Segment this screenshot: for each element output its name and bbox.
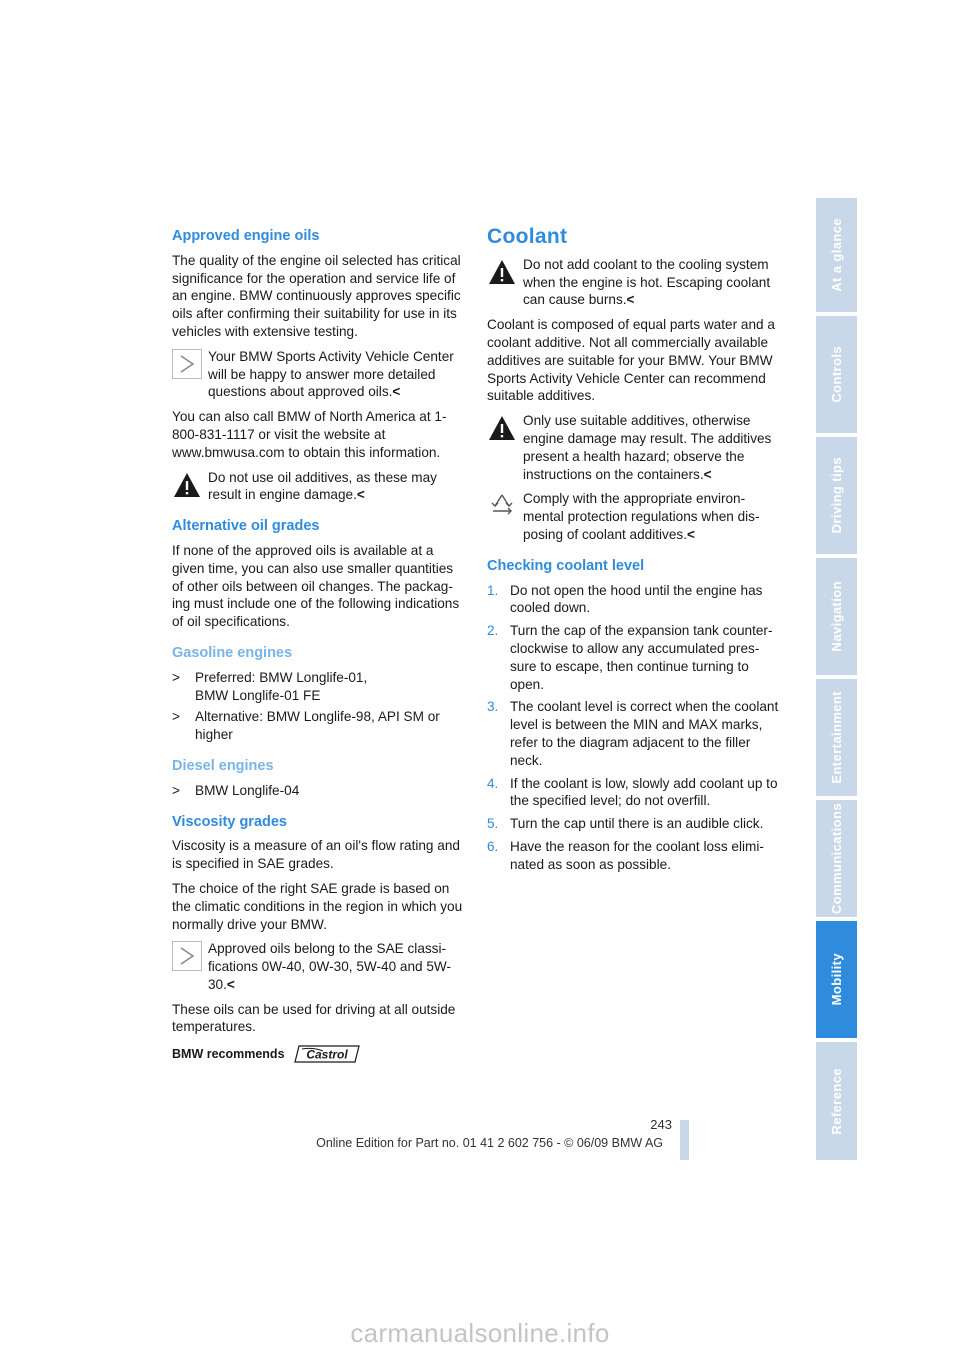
gasoline-list bbox=[172, 669, 464, 744]
right-column bbox=[487, 225, 779, 879]
bmw-recommends bbox=[172, 1045, 361, 1063]
viscosity-paragraph-1: Viscosity is a measure of an oil's flow rating and is specified in SAE grades. bbox=[172, 838, 460, 872]
castrol-logo-icon bbox=[293, 1045, 361, 1063]
list-item: 1. Do not open the hood until the engine has cooled down. bbox=[487, 582, 763, 616]
recycle-icon bbox=[487, 491, 517, 521]
approved-oils-paragraph: The quality of the engine oil selected has critical significance for the operation and service life of an engine. BMW continuously approves specific oils after confirming their suitability for use in its vehicles with extensive testing. bbox=[172, 252, 461, 339]
viscosity-paragraph-3: These oils can be used for driving at all outside temperatures. bbox=[172, 1001, 456, 1035]
page-number: 243 bbox=[650, 1117, 672, 1132]
chapter-tabs bbox=[816, 198, 857, 1160]
note-sae-grades: Approved oils belong to the SAE classifications 0W-40, 0W-30, 5W-40 and 5W-30.< bbox=[172, 940, 464, 993]
tab-entertainment[interactable]: Entertainment bbox=[816, 679, 857, 796]
tab-mobility[interactable]: Mobility bbox=[816, 921, 857, 1038]
tab-reference[interactable]: Reference bbox=[816, 1042, 857, 1160]
warning-oil-additives: Do not use oil additives, as these may result in engine damage.< bbox=[172, 469, 464, 505]
tab-navigation[interactable]: Navigation bbox=[816, 558, 857, 675]
viscosity-paragraph-2: The choice of the right SAE grade is based on the climatic conditions in the region in which you normally drive your BMW. bbox=[172, 880, 463, 932]
list-item: 3. The coolant level is correct when the coolant level is between the MIN and MAX marks, refer to the diagram adjacent to the filler neck. bbox=[487, 699, 779, 768]
warning-triangle-icon bbox=[487, 257, 517, 287]
diesel-list bbox=[172, 782, 464, 800]
coolant-paragraph: Coolant is composed of equal parts water and a coolant additive. Not all commercially available additives are suitable for your BMW. Your BMW Sports Activity Vehicle Center can recommend suitable additives. bbox=[487, 317, 775, 404]
warning-triangle-icon bbox=[172, 470, 202, 500]
tab-driving-tips[interactable]: Driving tips bbox=[816, 437, 857, 554]
list-item: 4. If the coolant is low, slowly add coolant up to the specified level; do not overfill. bbox=[487, 775, 778, 809]
warning-additives: Only use suitable additives, otherwise engine damage may result. The additives present a health hazard; observe the instructions on the containers.< bbox=[487, 412, 779, 483]
list-item: > Alternative: BMW Longlife-98, API SM or higher bbox=[172, 709, 440, 743]
approved-oils-heading: Approved engine oils bbox=[172, 228, 320, 244]
tab-controls[interactable]: Controls bbox=[816, 316, 857, 433]
alternative-oils-heading: Alternative oil grades bbox=[172, 518, 320, 535]
left-column bbox=[172, 228, 464, 1043]
checking-coolant-heading: Checking coolant level bbox=[487, 557, 645, 574]
watermark: carmanualsonline.info bbox=[350, 1318, 610, 1348]
alternative-oils-paragraph: If none of the approved oils is available at a given time, you can also use smaller quantities of other oils between oil changes. The packaging must include one of the following indications of oil specifications. bbox=[172, 542, 460, 630]
warning-triangle-icon bbox=[487, 413, 517, 443]
recommends-label: BMW recommends bbox=[172, 1047, 285, 1061]
list-item: 6. Have the reason for the coolant loss eliminated as soon as possible. bbox=[487, 838, 764, 872]
note-arrow-icon bbox=[172, 941, 202, 971]
gasoline-engines-heading: Gasoline engines bbox=[172, 644, 293, 661]
coolant-heading: Coolant bbox=[487, 225, 568, 248]
note-arrow-icon bbox=[172, 349, 202, 379]
tab-at-a-glance[interactable]: At a glance bbox=[816, 198, 857, 312]
diesel-engines-heading: Diesel engines bbox=[172, 757, 274, 774]
footer-edition: Online Edition for Part no. 01 41 2 602 756 - © 06/09 BMW AG bbox=[316, 1136, 663, 1150]
warning-hot-engine: Do not add coolant to the cooling system when the engine is hot. Escaping coolant can cause burns.< bbox=[487, 256, 779, 309]
list-item: > Preferred: BMW Longlife-01, BMW Longlife-01 FE bbox=[172, 669, 368, 703]
note-approved-oils: Your BMW Sports Activity Vehicle Center will be happy to answer more detailed questions about approved oils.< bbox=[172, 348, 464, 401]
tab-communications[interactable]: Communications bbox=[816, 800, 857, 917]
viscosity-heading: Viscosity grades bbox=[172, 813, 287, 830]
coolant-steps-list bbox=[487, 582, 779, 874]
call-bmw-paragraph: You can also call BMW of North America at 1-800-831-1117 or visit the website at www.bmwusa.com to obtain this information. bbox=[172, 409, 447, 460]
environment-note: Comply with the appropriate environmental protection regulations when disposing of coolant additives.< bbox=[487, 490, 779, 543]
list-item: > BMW Longlife-04 bbox=[172, 782, 300, 798]
footer-bar bbox=[680, 1120, 689, 1160]
list-item: 5. Turn the cap until there is an audible click. bbox=[487, 816, 764, 832]
list-item: 2. Turn the cap of the expansion tank counterclockwise to allow any accumulated pressure to escape, then continue turning to open. bbox=[487, 623, 773, 692]
svg-text:Castrol: Castrol bbox=[305, 1047, 348, 1062]
